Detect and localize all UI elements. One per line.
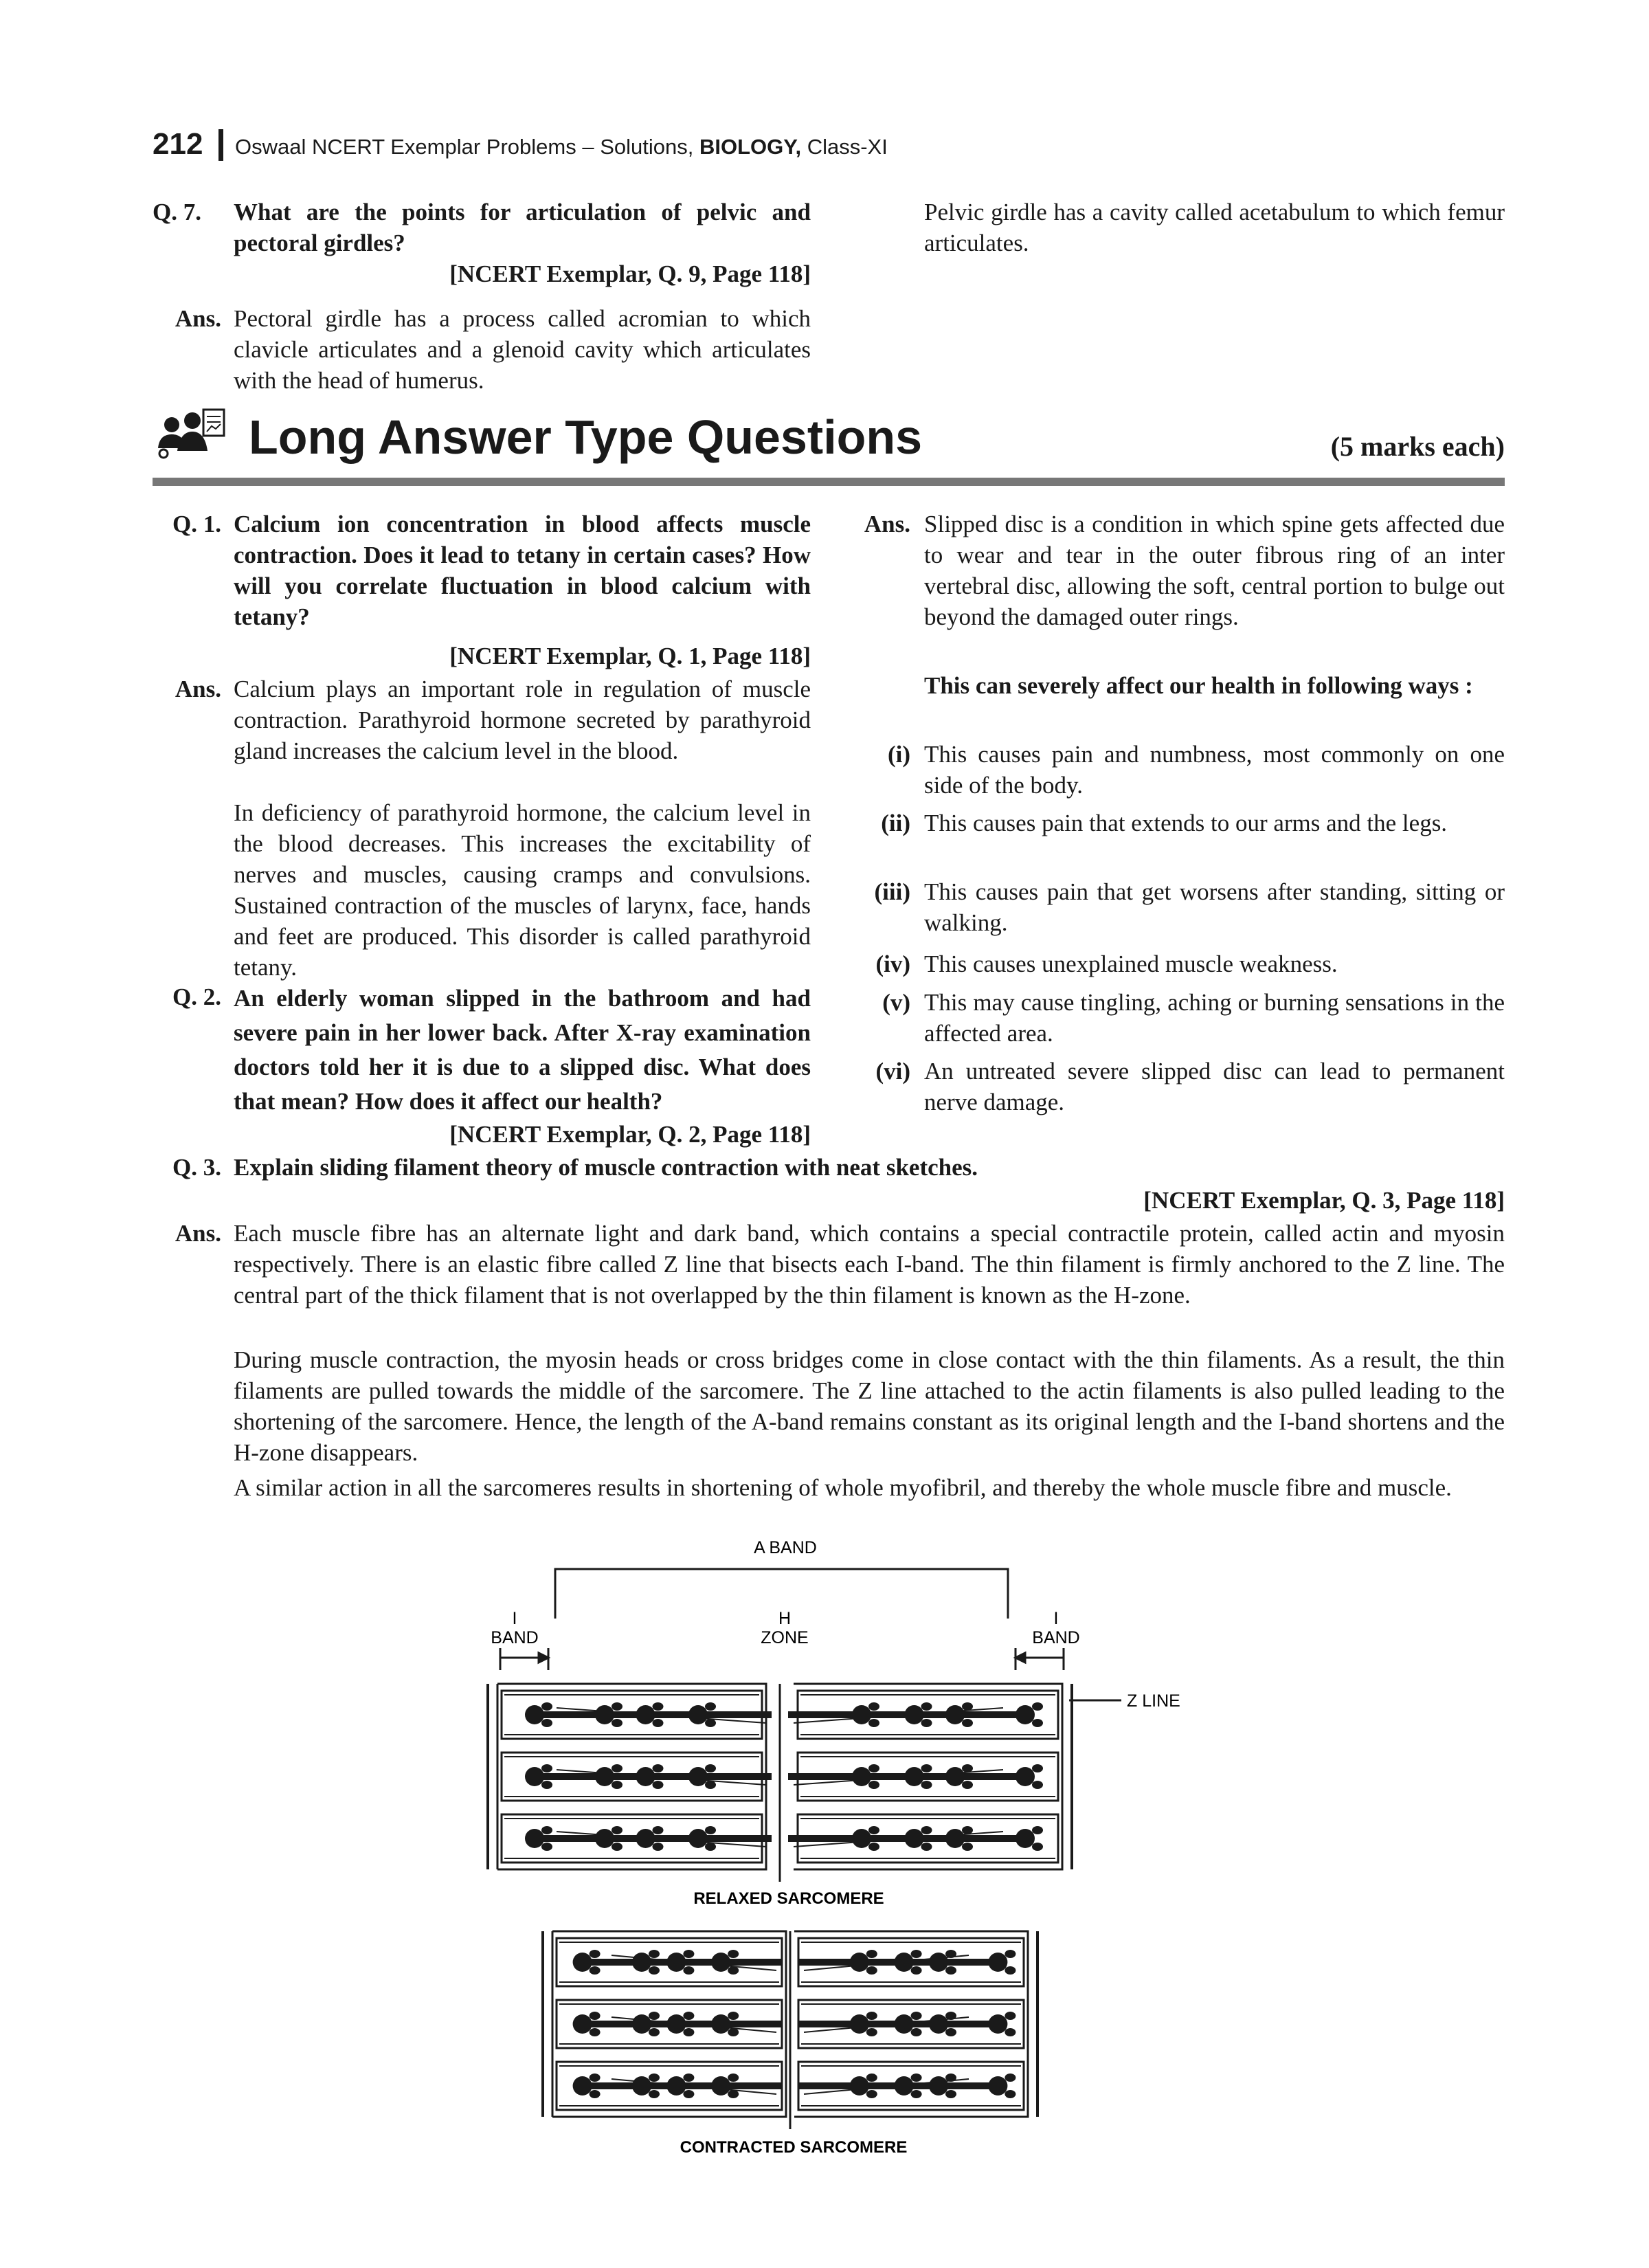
myosin-head [590, 2090, 601, 2098]
list-item-text: This causes unexplained muscle weakness. [924, 950, 1338, 977]
q1-question: Calcium ion concentration in blood affects muscle contraction. Does it lead to tetany in certain cases? How will you correlate fluctuation in blood calcium with tetany? [234, 511, 811, 630]
q7-answer-part1: Pectoral girdle has a process called acromian to which clavicle articulates and a glenoid cavity which articulates with the head of humerus. [234, 305, 811, 394]
myosin-head [666, 2014, 686, 2034]
q3-reference: [NCERT Exemplar, Q. 3, Page 118] [1143, 1187, 1505, 1214]
h-zone-label-1: H [778, 1609, 792, 1628]
list-item-number: (v) [882, 989, 910, 1016]
myosin-head [962, 1702, 973, 1711]
myosin-head [612, 1702, 622, 1711]
myosin-head [962, 1764, 973, 1772]
z-line-label: Z LINE [1127, 1691, 1180, 1711]
q3-label: Q. 3. [172, 1154, 221, 1181]
myosin-head [705, 1764, 716, 1772]
myosin-head [636, 1767, 655, 1786]
myosin-head [632, 2076, 651, 2095]
myosin-head [945, 1966, 956, 1975]
myosin-head [590, 2012, 601, 2020]
myosin-head [683, 2012, 694, 2020]
myosin-head [921, 1719, 932, 1727]
myosin-head [653, 1843, 664, 1851]
myosin-head [649, 1950, 660, 1958]
myosin-head [525, 1767, 544, 1786]
myosin-head [683, 2074, 694, 2082]
myosin-head [929, 2014, 948, 2034]
myosin-head [705, 1702, 716, 1711]
myosin-head [988, 1953, 1007, 1972]
page-number: 212 [153, 127, 203, 161]
myosin-head [852, 1829, 871, 1848]
myosin-head [1032, 1719, 1043, 1727]
myosin-head [612, 1781, 622, 1789]
myosin-head [649, 2090, 660, 2098]
myosin-head [1032, 1764, 1043, 1772]
myosin-head [636, 1829, 655, 1848]
i-band-right-label-2: BAND [1032, 1628, 1080, 1647]
myosin-head [911, 2028, 922, 2036]
i-band-left-marker [500, 1648, 548, 1670]
myosin-head [688, 1829, 708, 1848]
myosin-head [921, 1826, 932, 1834]
myosin-head [921, 1764, 932, 1772]
myosin-head [728, 2074, 739, 2082]
q2-reference: [NCERT Exemplar, Q. 2, Page 118] [449, 1121, 811, 1148]
myosin-head [711, 1953, 730, 1972]
myosin-head [929, 2076, 948, 2095]
myosin-head [612, 1826, 622, 1834]
myosin-head [921, 1702, 932, 1711]
q3-answer-para1: Each muscle fibre has an alternate light and dark band, which contains a special contractile protein, called actin and myosin respectively. There is an elastic fibre called Z line that bisects each I-band. The thin filament is firmly anchored to the Z line. The central part of the thick filament that is not overlapped by the thin filament is known as the H-zone. [234, 1220, 1505, 1309]
myosin-head [573, 2014, 592, 2034]
myosin-head [541, 1781, 552, 1789]
myosin-head [525, 1829, 544, 1848]
class-label: Class-XI [801, 135, 888, 159]
q7-answer-part2: Pelvic girdle has a cavity called acetabulum to which femur articulates. [924, 199, 1505, 256]
myosin-head [921, 1843, 932, 1851]
myosin-head [649, 1966, 660, 1975]
myosin-head [653, 1702, 664, 1711]
myosin-head [945, 2028, 956, 2036]
list-item-text: An untreated severe slipped disc can lead to permanent nerve damage. [924, 1058, 1505, 1115]
myosin-head [866, 2012, 877, 2020]
myosin-head [868, 1826, 879, 1834]
myosin-head [636, 1705, 655, 1724]
myosin-head [612, 1764, 622, 1772]
q1-reference: [NCERT Exemplar, Q. 1, Page 118] [449, 643, 811, 669]
myosin-head [945, 2090, 956, 2098]
myosin-head [541, 1702, 552, 1711]
i-band-right-marker [1016, 1648, 1064, 1670]
q3-answer-para2: During muscle contraction, the myosin heads or cross bridges come in close contact with the thin filaments. As a result, the thin filaments are pulled towards the middle of the sarcomere. The Z line attached to the actin filaments is also pulled leading to the shortening of the sarcomere. Hence, the length of the A-band remains constant as its original length and the I-band shortens and the H-zone disappears. [234, 1346, 1505, 1466]
myosin-head [850, 2076, 869, 2095]
list-item-text: This causes pain that extends to our arms and the legs. [924, 810, 1448, 836]
myosin-head [988, 2076, 1007, 2095]
myosin-head [1016, 1705, 1035, 1724]
q2-effects-heading: This can severely affect our health in following ways : [924, 672, 1473, 699]
q2-ans-label: Ans. [864, 511, 910, 537]
myosin-head [683, 2090, 694, 2098]
q7-label: Q. 7. [153, 199, 201, 225]
myosin-head [711, 2076, 730, 2095]
myosin-head [632, 1953, 651, 1972]
q3-question: Explain sliding filament theory of muscle contraction with neat sketches. [234, 1154, 978, 1181]
myosin-head [541, 1764, 552, 1772]
myosin-head [612, 1719, 622, 1727]
myosin-head [866, 1966, 877, 1975]
contracted-sarcomere-caption: CONTRACTED SARCOMERE [680, 2138, 908, 2157]
list-item-text: This causes pain and numbness, most commonly on one side of the body. [924, 741, 1505, 799]
myosin-head [1005, 1950, 1016, 1958]
myosin-head [653, 1781, 664, 1789]
myosin-head [705, 1719, 716, 1727]
myosin-head [1005, 2074, 1016, 2082]
myosin-head [688, 1705, 708, 1724]
relaxed-sarcomere-caption: RELAXED SARCOMERE [693, 1889, 884, 1908]
myosin-head [850, 1953, 869, 1972]
myosin-head [595, 1829, 614, 1848]
myosin-head [962, 1719, 973, 1727]
myosin-head [541, 1826, 552, 1834]
q1-answer-para1: Calcium plays an important role in regulation of muscle contraction. Parathyroid hormone secreted by parathyroid gland increases the calcium level in the blood. [234, 676, 811, 764]
myosin-head [895, 2014, 914, 2034]
subject-label: BIOLOGY, [699, 135, 802, 159]
list-item-number: (iii) [874, 878, 910, 905]
i-band-right-label-1: I [1053, 1609, 1059, 1628]
running-title-text: Oswaal NCERT Exemplar Problems – Solutions, [235, 135, 699, 159]
i-band-left-label-2: BAND [491, 1628, 539, 1647]
i-band-left-label-1: I [512, 1609, 517, 1628]
list-item-number: (i) [887, 741, 910, 768]
myosin-head [711, 2014, 730, 2034]
myosin-head [590, 2028, 601, 2036]
q2-question: An elderly woman slipped in the bathroom and had severe pain in her lower back. After X-ray examination doctors told her it is due to a slipped disc. What does that mean? How does it affect our health? [234, 985, 811, 1115]
a-band-label: A BAND [754, 1538, 817, 1557]
myosin-head [866, 2074, 877, 2082]
myosin-head [962, 1843, 973, 1851]
q2-answer: Slipped disc is a condition in which spine gets affected due to wear and tear in the outer fibrous ring of an inter vertebral disc, allowing the soft, central portion to bulge out beyond the damaged outer rings. [924, 511, 1505, 630]
myosin-head [728, 2028, 739, 2036]
myosin-head [649, 2028, 660, 2036]
myosin-head [1032, 1702, 1043, 1711]
list-item-text: This causes pain that get worsens after standing, sitting or walking. [924, 878, 1505, 936]
myosin-head [852, 1705, 871, 1724]
list-item-text: This may cause tingling, aching or burning sensations in the affected area. [924, 989, 1505, 1047]
myosin-head [868, 1843, 879, 1851]
myosin-head [590, 1966, 601, 1975]
myosin-head [705, 1826, 716, 1834]
myosin-head [595, 1705, 614, 1724]
myosin-head [866, 1950, 877, 1958]
myosin-head [590, 1950, 601, 1958]
myosin-head [911, 2012, 922, 2020]
myosin-head [653, 1719, 664, 1727]
myosin-head [868, 1702, 879, 1711]
myosin-head [929, 1953, 948, 1972]
myosin-head [728, 1950, 739, 1958]
myosin-head [649, 2012, 660, 2020]
myosin-head [895, 1953, 914, 1972]
myosin-head [852, 1767, 871, 1786]
myosin-head [649, 2074, 660, 2082]
myosin-head [945, 2074, 956, 2082]
q1-ans-label: Ans. [175, 676, 221, 702]
myosin-head [945, 2012, 956, 2020]
list-item-number: (iv) [875, 950, 910, 977]
h-zone-label-2: ZONE [761, 1628, 809, 1647]
myosin-head [911, 1966, 922, 1975]
myosin-head [866, 2028, 877, 2036]
q1-label: Q. 1. [172, 511, 221, 537]
myosin-head [653, 1764, 664, 1772]
myosin-head [850, 2014, 869, 2034]
myosin-head [1005, 2090, 1016, 2098]
q3-ans-label: Ans. [175, 1220, 221, 1247]
myosin-head [868, 1764, 879, 1772]
myosin-head [911, 2090, 922, 2098]
myosin-head [688, 1767, 708, 1786]
myosin-head [945, 1829, 965, 1848]
myosin-head [866, 2090, 877, 2098]
myosin-head [705, 1781, 716, 1789]
myosin-head [905, 1829, 924, 1848]
myosin-head [728, 1966, 739, 1975]
myosin-head [666, 2076, 686, 2095]
myosin-head [525, 1705, 544, 1724]
myosin-head [1032, 1781, 1043, 1789]
myosin-head [728, 2090, 739, 2098]
myosin-head [962, 1826, 973, 1834]
q7-question: What are the points for articulation of pelvic and pectoral girdles? [234, 199, 811, 256]
section-title: Long Answer Type Questions [249, 410, 923, 464]
myosin-head [728, 2012, 739, 2020]
myosin-head [1016, 1767, 1035, 1786]
myosin-head [541, 1719, 552, 1727]
myosin-head [683, 1966, 694, 1975]
myosin-head [612, 1843, 622, 1851]
q2-label: Q. 2. [172, 983, 221, 1010]
q7-reference: [NCERT Exemplar, Q. 9, Page 118] [449, 260, 811, 287]
myosin-head [683, 2028, 694, 2036]
myosin-head [868, 1781, 879, 1789]
myosin-head [666, 1953, 686, 1972]
myosin-head [945, 1705, 965, 1724]
myosin-head [921, 1781, 932, 1789]
list-item-number: (ii) [881, 810, 910, 836]
myosin-head [945, 1767, 965, 1786]
myosin-head [632, 2014, 651, 2034]
myosin-head [683, 1950, 694, 1958]
list-item-number: (vi) [875, 1058, 910, 1085]
myosin-head [911, 2074, 922, 2082]
myosin-head [595, 1767, 614, 1786]
myosin-head [1005, 1966, 1016, 1975]
q1-answer-para2: In deficiency of parathyroid hormone, the calcium level in the blood decreases. This increases the excitability of nerves and muscles, causing cramps and convulsions. Sustained contraction of the muscles of larynx, face, hands and feet are produced. This disorder is called parathyroid tetany. [234, 799, 811, 981]
myosin-head [945, 1950, 956, 1958]
myosin-head [988, 2014, 1007, 2034]
myosin-head [905, 1705, 924, 1724]
section-marks: (5 marks each) [1330, 431, 1505, 462]
myosin-head [1016, 1829, 1035, 1848]
q3-answer-para3: A similar action in all the sarcomeres results in shortening of whole myofibril, and thereby the whole muscle fibre and muscle. [234, 1474, 1452, 1501]
myosin-head [911, 1950, 922, 1958]
myosin-head [1032, 1843, 1043, 1851]
myosin-head [868, 1719, 879, 1727]
myosin-head [962, 1781, 973, 1789]
myosin-head [590, 2074, 601, 2082]
myosin-head [1005, 2028, 1016, 2036]
myosin-head [573, 1953, 592, 1972]
relaxed-sarcomere-diagram [488, 1684, 1072, 1882]
myosin-head [1032, 1826, 1043, 1834]
contracted-sarcomere-diagram [543, 1931, 1037, 2129]
myosin-head [573, 2076, 592, 2095]
myosin-head [705, 1843, 716, 1851]
myosin-head [1005, 2012, 1016, 2020]
q7-ans-label: Ans. [175, 305, 221, 332]
myosin-head [905, 1767, 924, 1786]
myosin-head [653, 1826, 664, 1834]
myosin-head [541, 1843, 552, 1851]
myosin-head [895, 2076, 914, 2095]
